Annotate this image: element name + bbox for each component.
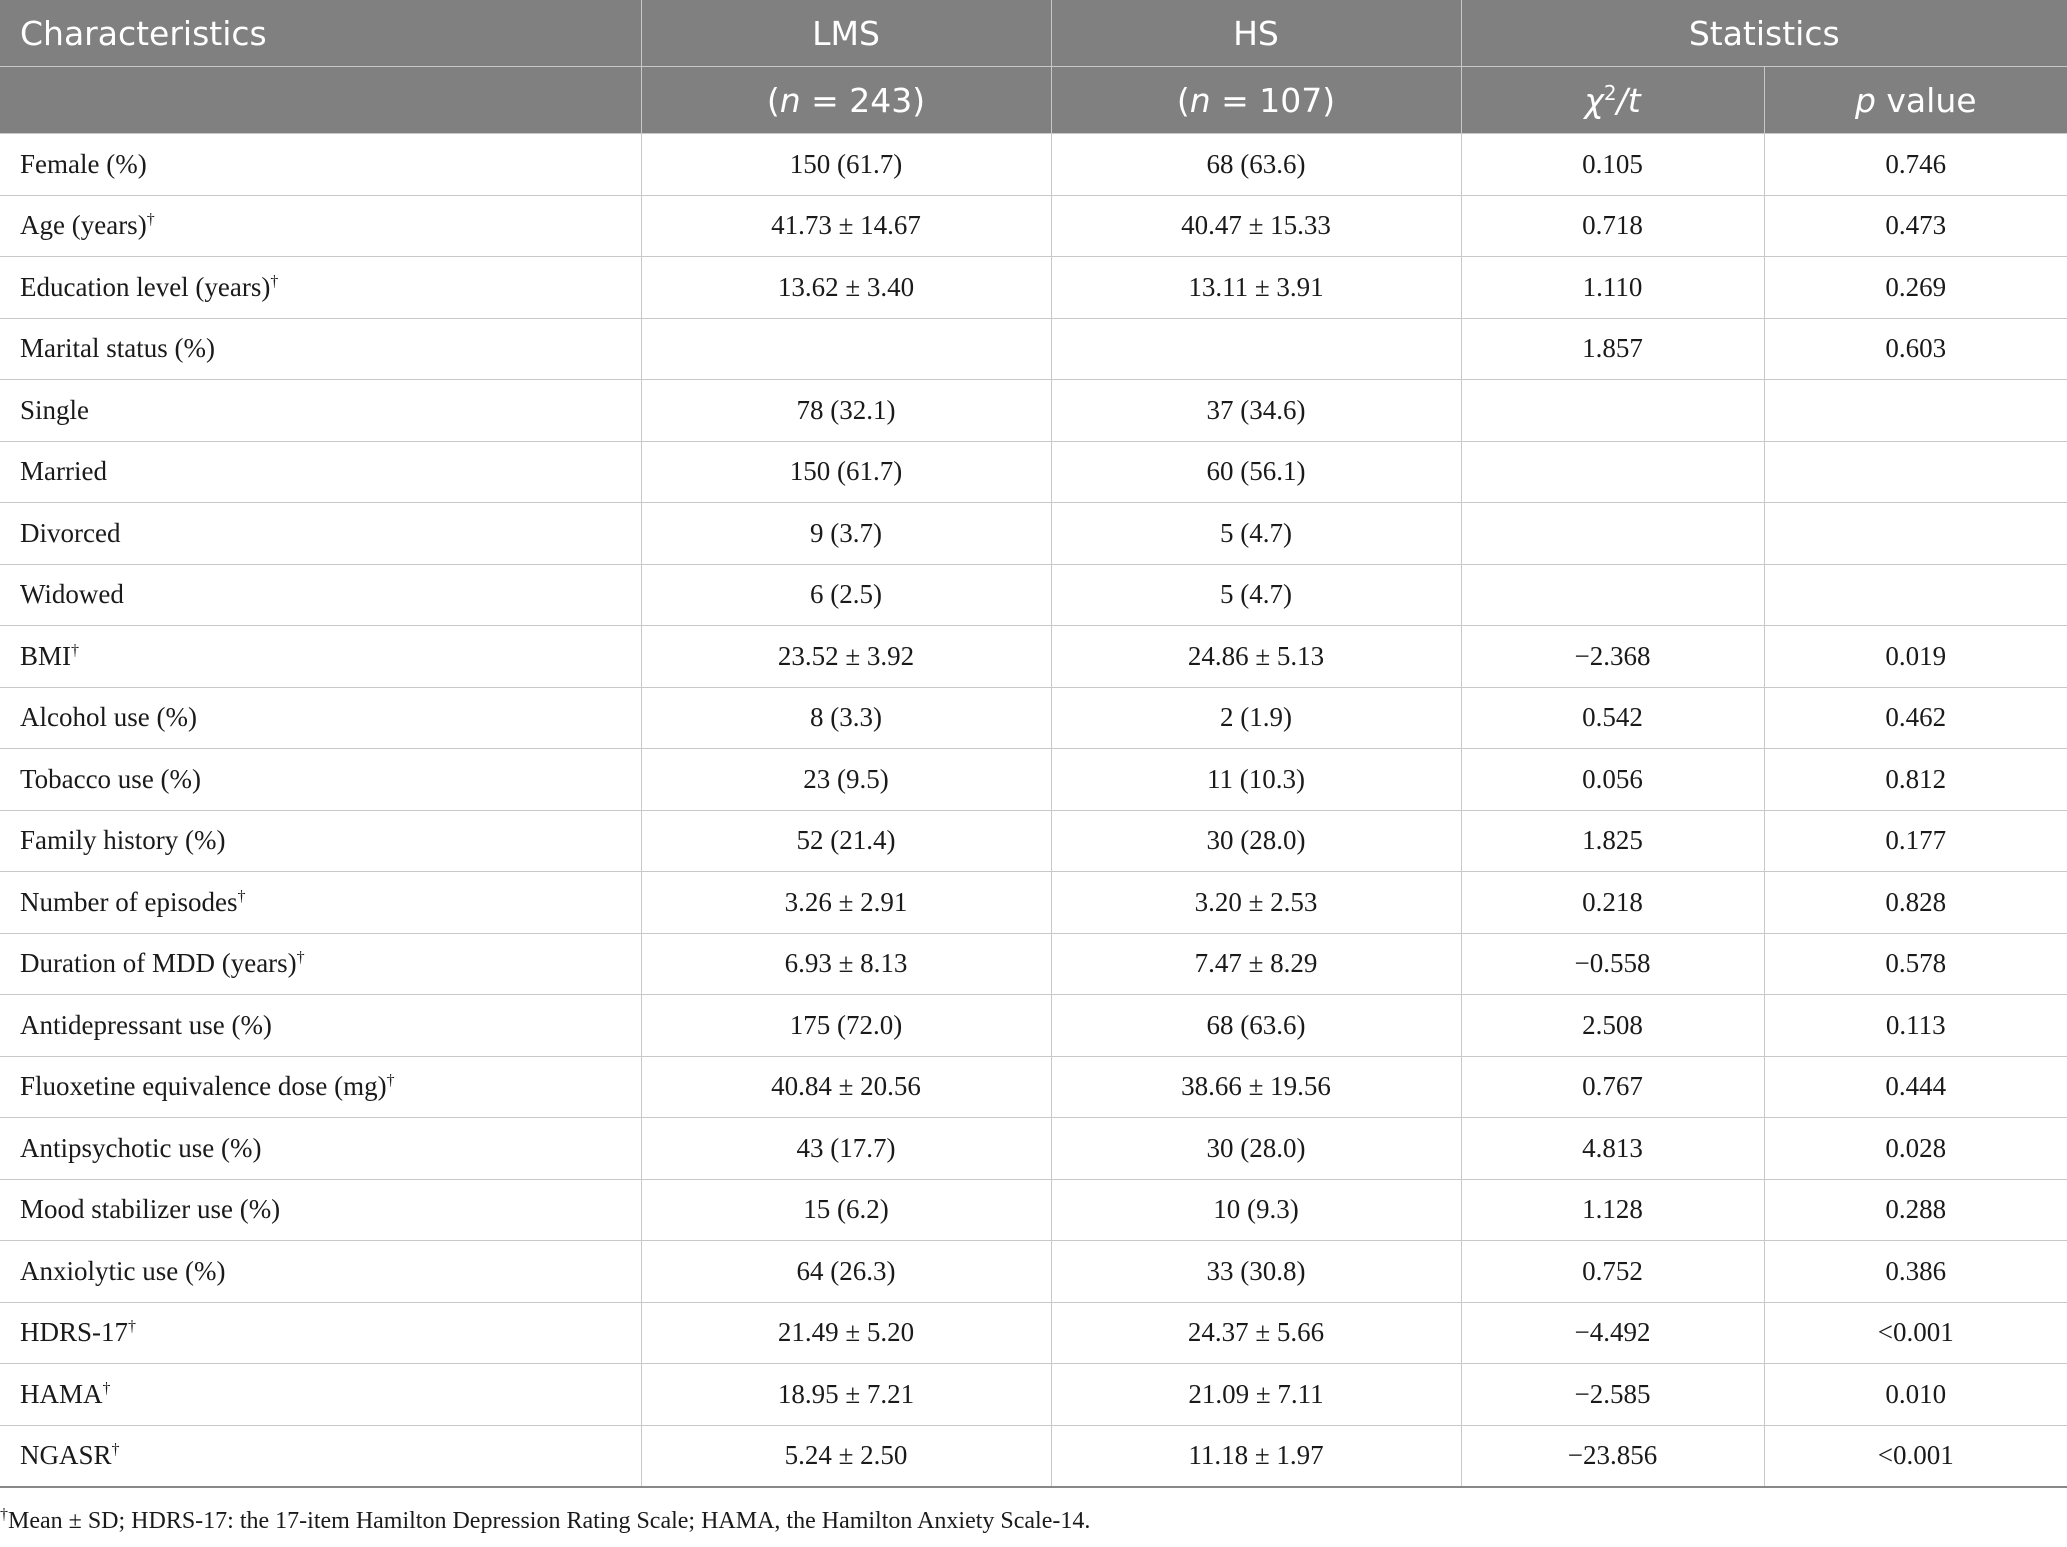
header-row-2	[0, 67, 2067, 134]
row-label: Alcohol use (%)	[20, 702, 197, 733]
hs-value-cell: 7.47 ± 8.29	[1051, 933, 1461, 995]
lms-value-cell: 64 (26.3)	[641, 1241, 1051, 1303]
header-p-var: p	[1854, 80, 1876, 120]
table-footnote	[0, 1508, 1090, 1535]
header-hs-n-var: n	[1189, 80, 1211, 120]
row-label: Marital status (%)	[20, 333, 215, 364]
row-label-cell	[0, 749, 641, 811]
hs-value-cell: 5 (4.7)	[1051, 564, 1461, 626]
chi-t-value-cell	[1461, 564, 1764, 626]
hs-value-cell: 68 (63.6)	[1051, 134, 1461, 196]
row-label: Tobacco use (%)	[20, 763, 202, 794]
lms-value-cell: 8 (3.3)	[641, 687, 1051, 749]
header-chi-t	[1461, 67, 1764, 134]
row-label: Antipsychotic use (%)	[20, 1132, 262, 1163]
table-row	[0, 1056, 2067, 1118]
p-value-cell: 0.746	[1764, 134, 2067, 196]
hs-value-cell: 33 (30.8)	[1051, 1241, 1461, 1303]
p-value-cell: 0.473	[1764, 195, 2067, 257]
hs-value-cell: 37 (34.6)	[1051, 380, 1461, 442]
hs-value-cell: 21.09 ± 7.11	[1051, 1364, 1461, 1426]
row-label-cell	[0, 1302, 641, 1364]
table-row	[0, 134, 2067, 196]
row-label: HAMA	[20, 1378, 103, 1409]
lms-value-cell: 15 (6.2)	[641, 1179, 1051, 1241]
p-value-cell: 0.828	[1764, 872, 2067, 934]
row-label-footnote-mark: †	[128, 1318, 137, 1336]
row-label: Fluoxetine equivalence dose (mg)	[20, 1071, 387, 1102]
table-row	[0, 1241, 2067, 1303]
header-hs: HS	[1051, 0, 1461, 67]
row-label-cell	[0, 318, 641, 380]
row-label-cell	[0, 1056, 641, 1118]
table-row	[0, 933, 2067, 995]
header-lms-n-suffix: = 243)	[800, 80, 926, 120]
chi-t-value-cell	[1461, 503, 1764, 565]
row-label-cell	[0, 933, 641, 995]
row-label: Education level (years)	[20, 271, 271, 302]
table-row	[0, 872, 2067, 934]
lms-value-cell: 9 (3.7)	[641, 503, 1051, 565]
chi-t-value-cell: −23.856	[1461, 1425, 1764, 1487]
hs-value-cell: 60 (56.1)	[1051, 441, 1461, 503]
row-label-cell	[0, 1364, 641, 1426]
lms-value-cell: 41.73 ± 14.67	[641, 195, 1051, 257]
header-chi-symbol: χ	[1584, 80, 1604, 120]
header-hs-n-suffix: = 107)	[1210, 80, 1336, 120]
table-row	[0, 810, 2067, 872]
row-label-footnote-mark: †	[71, 641, 80, 659]
p-value-cell	[1764, 503, 2067, 565]
chi-t-value-cell: −0.558	[1461, 933, 1764, 995]
row-label-cell	[0, 1241, 641, 1303]
hs-value-cell: 40.47 ± 15.33	[1051, 195, 1461, 257]
header-lms: LMS	[641, 0, 1051, 67]
row-label-cell	[0, 134, 641, 196]
header-statistics: Statistics	[1461, 0, 2067, 67]
row-label: Age (years)	[20, 210, 147, 241]
chi-t-value-cell: 0.218	[1461, 872, 1764, 934]
header-lms-n-var: n	[779, 80, 801, 120]
table-row	[0, 1302, 2067, 1364]
hs-value-cell: 24.86 ± 5.13	[1051, 626, 1461, 688]
header-characteristics: Characteristics	[0, 0, 641, 67]
lms-value-cell: 175 (72.0)	[641, 995, 1051, 1057]
chi-t-value-cell: 0.542	[1461, 687, 1764, 749]
row-label: Female (%)	[20, 148, 147, 179]
table-row	[0, 1364, 2067, 1426]
lms-value-cell: 23.52 ± 3.92	[641, 626, 1051, 688]
table-row	[0, 257, 2067, 319]
header-hs-n-prefix: (	[1176, 80, 1190, 120]
header-lms-n	[641, 67, 1051, 134]
chi-t-value-cell: 1.110	[1461, 257, 1764, 319]
table-row	[0, 441, 2067, 503]
row-label-cell	[0, 1118, 641, 1180]
row-label: BMI	[20, 640, 72, 671]
p-value-cell	[1764, 380, 2067, 442]
footnote-text: Mean ± SD; HDRS-17: the 17-item Hamilton Depression Rating Scale; HAMA, the Hamilton Anxiety Scale-14.	[8, 1508, 1091, 1534]
row-label-footnote-mark: †	[270, 272, 279, 290]
row-label-footnote-mark: †	[296, 949, 305, 967]
chi-t-value-cell	[1461, 441, 1764, 503]
p-value-cell: 0.113	[1764, 995, 2067, 1057]
lms-value-cell: 21.49 ± 5.20	[641, 1302, 1051, 1364]
row-label-cell	[0, 626, 641, 688]
p-value-cell: 0.028	[1764, 1118, 2067, 1180]
header-hs-n	[1051, 67, 1461, 134]
header-p-value-suffix: value	[1875, 80, 1977, 120]
header-row-1	[0, 0, 2067, 67]
lms-value-cell: 3.26 ± 2.91	[641, 872, 1051, 934]
table-row	[0, 1118, 2067, 1180]
hs-value-cell: 13.11 ± 3.91	[1051, 257, 1461, 319]
table-row	[0, 503, 2067, 565]
header-p-value	[1764, 67, 2067, 134]
row-label: Anxiolytic use (%)	[20, 1255, 226, 1286]
lms-value-cell: 13.62 ± 3.40	[641, 257, 1051, 319]
row-label-footnote-mark: †	[102, 1379, 111, 1397]
table-row	[0, 380, 2067, 442]
chi-t-value-cell: −2.585	[1461, 1364, 1764, 1426]
chi-t-value-cell: 1.857	[1461, 318, 1764, 380]
hs-value-cell: 11 (10.3)	[1051, 749, 1461, 811]
p-value-cell: <0.001	[1764, 1425, 2067, 1487]
hs-value-cell: 2 (1.9)	[1051, 687, 1461, 749]
hs-value-cell: 68 (63.6)	[1051, 995, 1461, 1057]
row-label: NGASR	[20, 1440, 112, 1471]
p-value-cell: 0.812	[1764, 749, 2067, 811]
row-label-footnote-mark: †	[146, 211, 155, 229]
lms-value-cell: 23 (9.5)	[641, 749, 1051, 811]
table-row	[0, 626, 2067, 688]
header-empty-cell	[0, 67, 641, 134]
row-label-cell	[0, 257, 641, 319]
hs-value-cell: 30 (28.0)	[1051, 810, 1461, 872]
p-value-cell	[1764, 441, 2067, 503]
table-row	[0, 687, 2067, 749]
p-value-cell	[1764, 564, 2067, 626]
hs-value-cell: 30 (28.0)	[1051, 1118, 1461, 1180]
chi-t-value-cell: −4.492	[1461, 1302, 1764, 1364]
p-value-cell: 0.010	[1764, 1364, 2067, 1426]
hs-value-cell: 5 (4.7)	[1051, 503, 1461, 565]
chi-t-value-cell: 4.813	[1461, 1118, 1764, 1180]
row-label-cell	[0, 195, 641, 257]
lms-value-cell: 150 (61.7)	[641, 441, 1051, 503]
table-row	[0, 1179, 2067, 1241]
table-row	[0, 318, 2067, 380]
hs-value-cell: 10 (9.3)	[1051, 1179, 1461, 1241]
table-row	[0, 564, 2067, 626]
chi-t-value-cell: 0.056	[1461, 749, 1764, 811]
row-label: Mood stabilizer use (%)	[20, 1194, 281, 1225]
row-label-footnote-mark: †	[111, 1441, 120, 1459]
table-row	[0, 195, 2067, 257]
chi-t-value-cell: 1.128	[1461, 1179, 1764, 1241]
p-value-cell: <0.001	[1764, 1302, 2067, 1364]
table-header	[0, 0, 2067, 134]
hs-value-cell	[1051, 318, 1461, 380]
chi-t-value-cell: −2.368	[1461, 626, 1764, 688]
row-label-cell	[0, 810, 641, 872]
hs-value-cell: 3.20 ± 2.53	[1051, 872, 1461, 934]
lms-value-cell: 18.95 ± 7.21	[641, 1364, 1051, 1426]
header-chi-sup: 2	[1603, 80, 1617, 105]
lms-value-cell: 150 (61.7)	[641, 134, 1051, 196]
p-value-cell: 0.578	[1764, 933, 2067, 995]
lms-value-cell: 43 (17.7)	[641, 1118, 1051, 1180]
table-row	[0, 995, 2067, 1057]
row-label-cell	[0, 687, 641, 749]
row-label-cell	[0, 380, 641, 442]
p-value-cell: 0.386	[1764, 1241, 2067, 1303]
row-label-cell	[0, 995, 641, 1057]
p-value-cell: 0.444	[1764, 1056, 2067, 1118]
row-label: Number of episodes	[20, 886, 238, 917]
chi-t-value-cell: 1.825	[1461, 810, 1764, 872]
row-label-cell	[0, 441, 641, 503]
row-label: Single	[20, 394, 90, 425]
chi-t-value-cell: 0.752	[1461, 1241, 1764, 1303]
chi-t-value-cell: 0.105	[1461, 134, 1764, 196]
lms-value-cell: 78 (32.1)	[641, 380, 1051, 442]
p-value-cell: 0.019	[1764, 626, 2067, 688]
row-label-cell	[0, 1179, 641, 1241]
lms-value-cell: 6 (2.5)	[641, 564, 1051, 626]
table-body	[0, 134, 2067, 1488]
header-lms-n-prefix: (	[766, 80, 780, 120]
row-label: Divorced	[20, 517, 121, 548]
row-label: Married	[20, 456, 107, 487]
hs-value-cell: 11.18 ± 1.97	[1051, 1425, 1461, 1487]
row-label: Family history (%)	[20, 825, 226, 856]
row-label: Widowed	[20, 579, 124, 610]
hs-value-cell: 24.37 ± 5.66	[1051, 1302, 1461, 1364]
header-chi-t-text: /t	[1616, 80, 1641, 120]
row-label-footnote-mark: †	[237, 887, 246, 905]
lms-value-cell: 6.93 ± 8.13	[641, 933, 1051, 995]
lms-value-cell: 5.24 ± 2.50	[641, 1425, 1051, 1487]
chi-t-value-cell	[1461, 380, 1764, 442]
p-value-cell: 0.462	[1764, 687, 2067, 749]
p-value-cell: 0.177	[1764, 810, 2067, 872]
row-label-cell	[0, 564, 641, 626]
row-label-cell	[0, 1425, 641, 1487]
chi-t-value-cell: 0.718	[1461, 195, 1764, 257]
row-label-cell	[0, 872, 641, 934]
row-label-cell	[0, 503, 641, 565]
chi-t-value-cell: 2.508	[1461, 995, 1764, 1057]
p-value-cell: 0.269	[1764, 257, 2067, 319]
table-row	[0, 749, 2067, 811]
lms-value-cell: 52 (21.4)	[641, 810, 1051, 872]
lms-value-cell: 40.84 ± 20.56	[641, 1056, 1051, 1118]
row-label-footnote-mark: †	[386, 1072, 395, 1090]
row-label: Antidepressant use (%)	[20, 1009, 272, 1040]
chi-t-value-cell: 0.767	[1461, 1056, 1764, 1118]
footnote-mark: †	[0, 1506, 8, 1523]
table-row	[0, 1425, 2067, 1487]
row-label: HDRS-17	[20, 1317, 129, 1348]
p-value-cell: 0.603	[1764, 318, 2067, 380]
lms-value-cell	[641, 318, 1051, 380]
p-value-cell: 0.288	[1764, 1179, 2067, 1241]
row-label: Duration of MDD (years)	[20, 948, 297, 979]
hs-value-cell: 38.66 ± 19.56	[1051, 1056, 1461, 1118]
